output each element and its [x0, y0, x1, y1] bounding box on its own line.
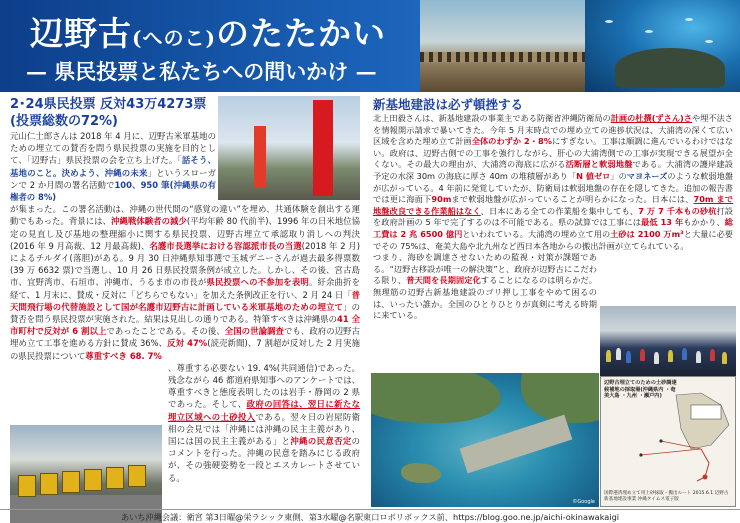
footer-contact: あいち沖縄会議：衛宮 第3日曜@栄ラシック東側、第3水曜@名駅東口ロボリボックス前、https://blog.goo.ne.jp/aichi-okinawakaigi — [0, 509, 740, 523]
map-graphic — [601, 385, 735, 495]
beach-protest-photo — [420, 0, 585, 92]
subtitle: — 県民投票と私たちへの問いかけ — — [26, 59, 377, 84]
protest-banner-photo — [218, 96, 360, 200]
article-body-top: 元山仁士郎さんは 2018 年 4 月に、辺野古米軍基地のための埋立ての賛否を問う県民投票の実施を目的として、「辺野古」県民投票の会を立ち上げた。「話そう、基地のこと。決めよう、沖縄の未来」というスローガンで 2 か月間の署名活動で100、950 筆(沖縄県の有権者の 8%) — [10, 131, 216, 203]
map-caption: 国際港湾埋め立て用土砂採取・搬出ルート 2015.6.1 辺野古新基地建設事業 沖縄タイムス電子版 — [604, 491, 729, 502]
coral-sea-photo — [585, 0, 740, 92]
construction-article — [373, 96, 733, 322]
aerial-credit: ©Google — [572, 499, 595, 505]
oura-bay-aerial-photo — [371, 373, 599, 507]
article-heading-construction: 新基地建設は必ず頓挫する — [373, 97, 524, 112]
article-heading-referendum: 2･24県民投票 反対43万4273票 (投票総数の72%) — [10, 97, 207, 129]
construction-body: 北上田毅さんは、新基地建設の事業主である防衛省沖縄防衛局の計画の杜撰(ずさん)さや埋不法さを情報開示請求で暴いてきた。今年 5 月末時点での埋め立ての進捗状況は、大浦湾の深くて広い区域を含めた埋め立て計画全体のわずか 2・8%にすぎない。工事は順調に進んでいるわけではない。政府は、辺野古側での工事を強行しながら、肝心の大浦湾側での工事が実現できる展望が全くない。その最大の理由が、大浦湾の海底に広がる活断層と軟弱地盤である。大浦湾の護岸建設予定の水深 30m の海底に厚さ 40m の堆積層があり「N 値ゼロ」のマヨネーズのような軟弱地盤が広がっている。4 年前に発覚していたが、防衛局は軟弱地盤の存在を隠してきた。追加の報告書では更に海面下90mまで軟弱地盤が広がっていることが明らかになった。日本には、70m まで地盤改良できる作業船はなく、日本にある全ての作業船を集中しても、7 万 7 千本もの砂杭打設を政府計画の 5 年で完了するのは不可能である。県の試算では工事には最低 13 年もかかり、総工費は 2 兆 6500 億円といわれている。大浦湾の埋め立て用の土砂は 2100 万m³と大量に必要でその 75%は、奄美大島や北九州など西日本各地からの搬出計画が立てられている。 — [373, 113, 733, 251]
title-ruby: (へのこ) — [132, 26, 216, 50]
sit-in-crowd-photo — [600, 306, 736, 376]
main-title: 辺野古(へのこ)のたたかい — [30, 14, 386, 53]
article-body-bottom: 、尊重する必要ない 19. 4%(共同通信)であった。残念ながら 46 都道府県知事へのアンケートでは、尊重すべきと態度表明したのは岩手・静岡の 2 県であった。そして、政府の回答は、翌日に新たな埋立区域への土砂投入である。翌々日の岩屋防衛相の会見では「沖縄には沖縄の民主主義があり、国には国の民主主義がある」と沖縄の民意否定のコメントを行った。沖縄の民意を踏みにじる政府が、その強硬姿勢を一段とエスカレートさせている。 — [168, 362, 361, 483]
sand-source-map — [600, 376, 736, 507]
article-body-main: が集まった。この署名活動は、沖縄の世代間の“感覚の違い”を埋め、共通体験を創出する運動でもあった。背景には、沖縄戦体験者の減少(平均年齢 80 代前半)、1996 年の日米地位協定の見直し及び基地の整理縮小に関する県民投票、辺野古埋立て承認取り消しへの判決(2016 年 9 月高裁、12 月最高裁)、名護市長選挙における容認派市長の当選(2018 年 2 月)によるチルダイ(落胆)がある。9 月 30 日沖縄県知事選で玉城デニーさんが過去最多得票数(39 万 6632 票)で当選し、10 月 26 日県民投票条例が成立した。しかし、その後、宮古島市、宜野湾市、石垣市、沖縄市、うるま市の市長が県民投票への不参加を表明。紆余曲折を経て、1 月末に、賛成・反対に「どちらでもない」を加えた条例改正を行い、2 月 24 日「普天間飛行場の代替施設として国が名護市辺野古に計画している米軍基地のための埋立て」の賛否を問う県民投票が実施された。結果は見出しの通りである。特筆すべきは沖縄県の41 全市町村で反対が 6 割以上であったことである。その後、全国の世論調査でも、政府の辺野古埋め立て工事を進める方針に賛成 36%、反対 47%(読売新聞)、7 割超が反対した 2 月実施の県民投票について尊重すべき 68. 7% — [10, 204, 361, 361]
map-heading: 辺野古埋立てのための土砂調達候補地の採取場(沖縄県内 ・奄美大島 ・九州 ・瀬戸内) — [604, 380, 677, 399]
construction-body-2: つまり、海砂を調達させないための監視・対策が課題である。“辺野古移設が唯一の解決策”と、政府が辺野古にこだわる限り、普天間を長期固定化することになるのは明らかだ。無理筋の辺野古新基地建設のゴリ押し工事をやめて困るのは、いったい誰か。全国のひとりひとりが真剣に考える時期に来ている。 — [373, 252, 597, 321]
